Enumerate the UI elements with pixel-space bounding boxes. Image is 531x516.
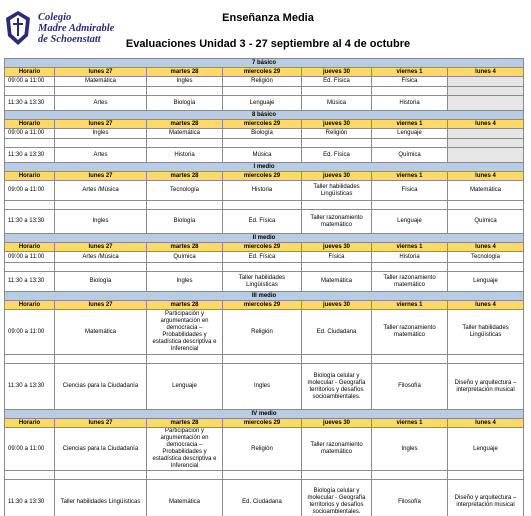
subject-cell: Ingles [223,364,302,410]
time-slot: 09:00 a 11:00 [5,77,55,87]
level-header-row [5,292,524,301]
empty-cell [448,87,524,96]
subject-cell: Taller razonamiento matemático [302,428,372,471]
subject-cell: Música [223,148,302,163]
subject-cell: Química [448,210,524,234]
column-header-row [5,301,524,310]
column-header: miercoles 29 [223,68,302,77]
subject-cell: Matemática [55,77,147,87]
column-header: lunes 27 [55,243,147,252]
subject-cell: Matemática [302,272,372,292]
empty-cell [55,201,147,210]
column-header: viernes 1 [372,301,448,310]
table-row [5,129,524,139]
break-row [5,139,524,148]
level-name: 7 básico [5,59,524,68]
subject-cell: Taller habilidades Lingüísticas [55,480,147,516]
break-row [5,201,524,210]
subject-cell: Religión [223,77,302,87]
subject-cell: Historia [372,252,448,263]
subject-cell: Física [372,181,448,201]
subject-cell [448,148,524,163]
empty-cell [223,139,302,148]
column-header: martes 28 [147,172,223,181]
subject-cell: Ed. Física [223,210,302,234]
empty-cell [147,139,223,148]
subject-cell: Historia [223,181,302,201]
subject-cell: Participación y argumentación en democracia – Probabilidades y estadística descriptiva e Inferencial [147,310,223,355]
subject-cell: Artes [55,96,147,111]
table-row [5,252,524,263]
subject-cell: Tecnología [448,252,524,263]
empty-cell [147,263,223,272]
empty-cell [55,263,147,272]
column-header: jueves 30 [302,243,372,252]
column-header: Horario [5,243,55,252]
empty-cell [147,87,223,96]
empty-cell [302,201,372,210]
table-row [5,480,524,516]
subject-cell: Tecnología [147,181,223,201]
column-header: lunes 27 [55,419,147,428]
school-name-line2: Madre Admirable [38,23,115,34]
subject-cell: Biología [55,272,147,292]
column-header: miercoles 29 [223,301,302,310]
empty-cell [55,87,147,96]
subject-cell: Taller razonamiento matemático [302,210,372,234]
table-row [5,428,524,471]
subject-cell: Ed. Física [302,148,372,163]
page-subtitle: Evaluaciones Unidad 3 - 27 septiembre al 4 de octubre [125,38,411,50]
subject-cell: Taller razonamiento matemático [372,272,448,292]
table-row [5,77,524,87]
column-header: lunes 27 [55,120,147,129]
subject-cell: Química [147,252,223,263]
empty-cell [5,263,55,272]
level-name: II medio [5,234,524,243]
page-header [0,0,531,58]
table-row [5,272,524,292]
time-slot: 09:00 a 11:00 [5,310,55,355]
empty-cell [147,471,223,480]
time-slot: 11:30 a 13:30 [5,480,55,516]
subject-cell: Lenguaje [147,364,223,410]
empty-cell [448,471,524,480]
empty-cell [55,471,147,480]
column-header: lunes 4 [448,301,524,310]
column-header: viernes 1 [372,120,448,129]
time-slot: 09:00 a 11:00 [5,252,55,263]
column-header: lunes 4 [448,172,524,181]
empty-cell [372,471,448,480]
subject-cell: Física [372,77,448,87]
subject-cell: Biología celular y molecular - Geografía territorios y desafíos socioambientales. [302,480,372,516]
column-header: jueves 30 [302,68,372,77]
table-row [5,364,524,410]
column-header: lunes 4 [448,120,524,129]
subject-cell: Filosofía [372,364,448,410]
column-header: lunes 27 [55,68,147,77]
table-row [5,181,524,201]
subject-cell: Ciencias para la Ciudadanía [55,428,147,471]
subject-cell: Biología [223,129,302,139]
subject-cell: Ingles [147,272,223,292]
column-header: martes 28 [147,120,223,129]
column-header: lunes 27 [55,172,147,181]
subject-cell: Diseño y arquitectura – interpretación musical [448,480,524,516]
column-header: miercoles 29 [223,243,302,252]
empty-cell [448,139,524,148]
level-name: 8 básico [5,111,524,120]
column-header: miercoles 29 [223,419,302,428]
column-header: lunes 4 [448,243,524,252]
column-header: lunes 27 [55,301,147,310]
column-header: martes 28 [147,68,223,77]
empty-cell [5,139,55,148]
school-name-line3: de Schoenstatt [38,34,101,45]
empty-cell [223,201,302,210]
level-header-row [5,234,524,243]
table-row [5,210,524,234]
level-name: IV medio [5,410,524,419]
subject-cell [448,96,524,111]
table-row [5,148,524,163]
empty-cell [448,201,524,210]
empty-cell [372,87,448,96]
column-header: Horario [5,301,55,310]
subject-cell: Historia [372,96,448,111]
subject-cell: Ciencias para la Ciudadanía [55,364,147,410]
empty-cell [302,139,372,148]
subject-cell: Biología celular y molecular - Geografía territorios y desafíos socioambientales. [302,364,372,410]
subject-cell: Ingles [55,210,147,234]
subject-cell: Biología [147,96,223,111]
subject-cell: Religión [302,129,372,139]
column-header: jueves 30 [302,172,372,181]
time-slot: 11:30 a 13:30 [5,210,55,234]
column-header: viernes 1 [372,68,448,77]
break-row [5,355,524,364]
column-header: Horario [5,172,55,181]
empty-cell [55,355,147,364]
subject-cell: Ingles [55,129,147,139]
empty-cell [5,87,55,96]
subject-cell: Participación y argumentación en democracia – Probabilidades y estadística descriptiva e Inferencial [147,428,223,471]
subject-cell [448,129,524,139]
column-header: martes 28 [147,301,223,310]
empty-cell [372,201,448,210]
subject-cell: Lenguaje [448,272,524,292]
subject-cell: Física [302,252,372,263]
column-header: miercoles 29 [223,172,302,181]
column-header: miercoles 29 [223,120,302,129]
subject-cell: Taller razonamiento matemático [372,310,448,355]
column-header: jueves 30 [302,301,372,310]
subject-cell: Matemática [147,480,223,516]
subject-cell: Biología [147,210,223,234]
subject-cell: Historia [147,148,223,163]
empty-cell [448,355,524,364]
level-header-row [5,410,524,419]
table-row [5,96,524,111]
empty-cell [5,201,55,210]
subject-cell: Religión [223,310,302,355]
subject-cell: Ed. Física [302,77,372,87]
time-slot: 11:30 a 13:30 [5,96,55,111]
subject-cell: Química [372,148,448,163]
level-name: I medio [5,163,524,172]
subject-cell: Ingles [147,77,223,87]
empty-cell [372,139,448,148]
subject-cell: Matemática [448,181,524,201]
column-header: jueves 30 [302,120,372,129]
column-header: Horario [5,120,55,129]
level-header-row [5,59,524,68]
column-header: viernes 1 [372,243,448,252]
empty-cell [372,355,448,364]
level-header-row [5,111,524,120]
column-header: lunes 4 [448,68,524,77]
column-header-row [5,419,524,428]
subject-cell: Artes [55,148,147,163]
subject-cell: Taller habilidades Lingüísticas [223,272,302,292]
time-slot: 11:30 a 13:30 [5,272,55,292]
empty-cell [5,355,55,364]
subject-cell: Lenguaje [448,428,524,471]
level-header-row [5,163,524,172]
subject-cell: Artes /Música [55,181,147,201]
subject-cell: Ed. Ciudadana [302,310,372,355]
column-header: martes 28 [147,243,223,252]
subject-cell: Filosofía [372,480,448,516]
empty-cell [302,87,372,96]
column-header-row [5,243,524,252]
empty-cell [147,355,223,364]
time-slot: 11:30 a 13:30 [5,148,55,163]
schedule-table [4,58,524,516]
subject-cell: Taller habilidades Lingüísticas [302,181,372,201]
empty-cell [223,263,302,272]
column-header: jueves 30 [302,419,372,428]
subject-cell: Diseño y arquitectura – interpretación musical [448,364,524,410]
subject-cell: Lenguaje [223,96,302,111]
subject-cell: Música [302,96,372,111]
subject-cell: Matemática [147,129,223,139]
subject-cell: Lenguaje [372,129,448,139]
page-title: Enseñanza Media [222,12,314,24]
column-header: Horario [5,68,55,77]
table-row [5,310,524,355]
school-name-line1: Colegio [38,12,72,23]
column-header: lunes 4 [448,419,524,428]
subject-cell [448,77,524,87]
empty-cell [147,201,223,210]
empty-cell [223,87,302,96]
column-header: Horario [5,419,55,428]
subject-cell: Artes /Música [55,252,147,263]
subject-cell: Lenguaje [372,210,448,234]
time-slot: 11:30 a 13:30 [5,364,55,410]
column-header-row [5,68,524,77]
empty-cell [372,263,448,272]
column-header: martes 28 [147,419,223,428]
column-header-row [5,120,524,129]
subject-cell: Ed. Física [223,252,302,263]
empty-cell [302,471,372,480]
empty-cell [223,471,302,480]
subject-cell: Taller habilidades Lingüísticas [448,310,524,355]
subject-cell: Ingles [372,428,448,471]
subject-cell: Ed. Ciudadana [223,480,302,516]
time-slot: 09:00 a 11:00 [5,428,55,471]
empty-cell [302,263,372,272]
column-header: viernes 1 [372,419,448,428]
level-name: III medio [5,292,524,301]
break-row [5,263,524,272]
column-header-row [5,172,524,181]
break-row [5,471,524,480]
empty-cell [55,139,147,148]
empty-cell [5,471,55,480]
time-slot: 09:00 a 11:00 [5,181,55,201]
empty-cell [448,263,524,272]
empty-cell [223,355,302,364]
subject-cell: Religión [223,428,302,471]
column-header: viernes 1 [372,172,448,181]
time-slot: 09:00 a 11:00 [5,129,55,139]
subject-cell: Matemática [55,310,147,355]
empty-cell [302,355,372,364]
break-row [5,87,524,96]
